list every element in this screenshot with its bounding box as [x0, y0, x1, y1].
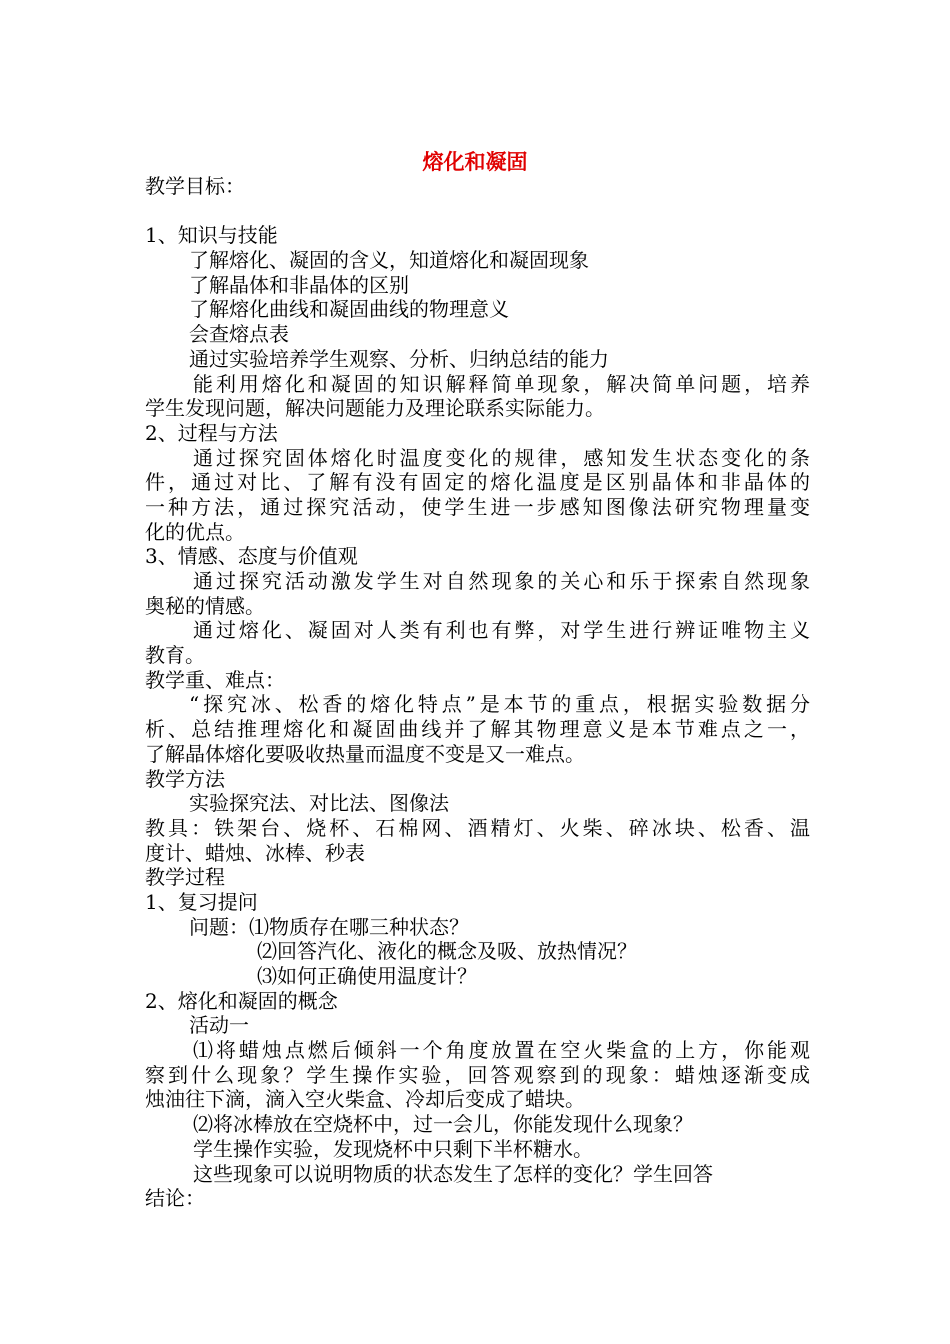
subheading-process-methods: 2、过程与方法: [145, 420, 278, 445]
paragraph-line: 通过熔化、凝固对人类有利也有弊，对学生进行辨证唯物主义: [193, 618, 810, 643]
paragraph-line-equipment: 教具：铁架台、烧杯、石棉网、酒精灯、火柴、碎冰块、松香、温: [145, 815, 810, 840]
paragraph-line: 了解晶体和非晶体的区别: [189, 272, 409, 297]
paragraph-line: 烛油往下滴，滴入空火柴盒、冷却后变成了蜡块。: [145, 1087, 585, 1112]
document-title: 熔化和凝固: [422, 150, 528, 174]
paragraph-line: 学生发现问题，解决问题能力及理论联系实际能力。: [145, 396, 605, 421]
paragraph-line: ⑵将冰棒放在空烧杯中，过一会儿，你能发现什么现象？: [193, 1112, 693, 1137]
section-heading-key-points: 教学重、难点：: [145, 667, 285, 692]
paragraph-line: 度计、蜡烛、冰棒、秒表: [145, 840, 365, 865]
paragraph-line: 这些现象可以说明物质的状态发生了怎样的变化？学生回答: [193, 1161, 713, 1186]
paragraph-line: 实验探究法、对比法、图像法: [189, 791, 449, 816]
question-line: ⑵回答汽化、液化的概念及吸、放热情况？: [257, 939, 637, 964]
paragraph-line: 学生操作实验，发现烧杯中只剩下半杯糖水。: [193, 1136, 593, 1161]
paragraph-line: 了解熔化、凝固的含义，知道熔化和凝固现象: [189, 248, 589, 273]
question-line: 问题：⑴物质存在哪三种状态？: [189, 914, 469, 939]
paragraph-line: 通过实验培养学生观察、分析、归纳总结的能力: [189, 346, 609, 371]
section-heading-objectives: 教学目标：: [145, 174, 245, 198]
section-heading-process: 教学过程: [145, 865, 225, 890]
paragraph-line: 化的优点。: [145, 519, 245, 544]
activity-label: 活动一: [189, 1013, 249, 1038]
subheading-review: 1、复习提问: [145, 889, 258, 914]
subheading-concepts: 2、熔化和凝固的概念: [145, 988, 338, 1013]
paragraph-line: 教育。: [145, 643, 205, 668]
paragraph-line: 通过探究活动激发学生对自然现象的关心和乐于探索自然现象: [193, 569, 810, 593]
blank-line: [145, 199, 810, 224]
paragraph-line: 能利用熔化和凝固的知识解释简单现象，解决简单问题，培养: [193, 371, 810, 396]
paragraph-line: 析、总结推理熔化和凝固曲线并了解其物理意义是本节难点之一，: [145, 717, 810, 742]
paragraph-line: ⑴将蜡烛点燃后倾斜一个角度放置在空火柴盒的上方，你能观: [193, 1038, 810, 1063]
question-line: ⑶如何正确使用温度计？: [257, 964, 477, 988]
document-body: [145, 174, 810, 1211]
paragraph-line: 了解熔化曲线和凝固曲线的物理意义: [189, 297, 509, 322]
paragraph-line: 通过探究固体熔化时温度变化的规律，感知发生状态变化的条: [193, 445, 810, 470]
subheading-knowledge-skills: 1、知识与技能: [145, 223, 278, 248]
paragraph-line: “探究冰、松香的熔化特点”是本节的重点，根据实验数据分: [189, 692, 810, 717]
subheading-emotion-values: 3、情感、态度与价值观: [145, 544, 358, 569]
paragraph-line: 奥秘的情感。: [145, 593, 265, 618]
paragraph-line: 察到什么现象？学生操作实验，回答观察到的现象：蜡烛逐渐变成: [145, 1062, 810, 1087]
paragraph-line: 件，通过对比、了解有没有固定的熔化温度是区别晶体和非晶体的: [145, 470, 810, 495]
paragraph-line: 结论：: [145, 1186, 205, 1211]
paragraph-line: 一种方法，通过探究活动，使学生进一步感知图像法研究物理量变: [145, 494, 810, 519]
paragraph-line: 会查熔点表: [189, 322, 289, 347]
paragraph-line: 了解晶体熔化要吸收热量而温度不变是又一难点。: [145, 741, 585, 766]
section-heading-methods: 教学方法: [145, 766, 225, 791]
